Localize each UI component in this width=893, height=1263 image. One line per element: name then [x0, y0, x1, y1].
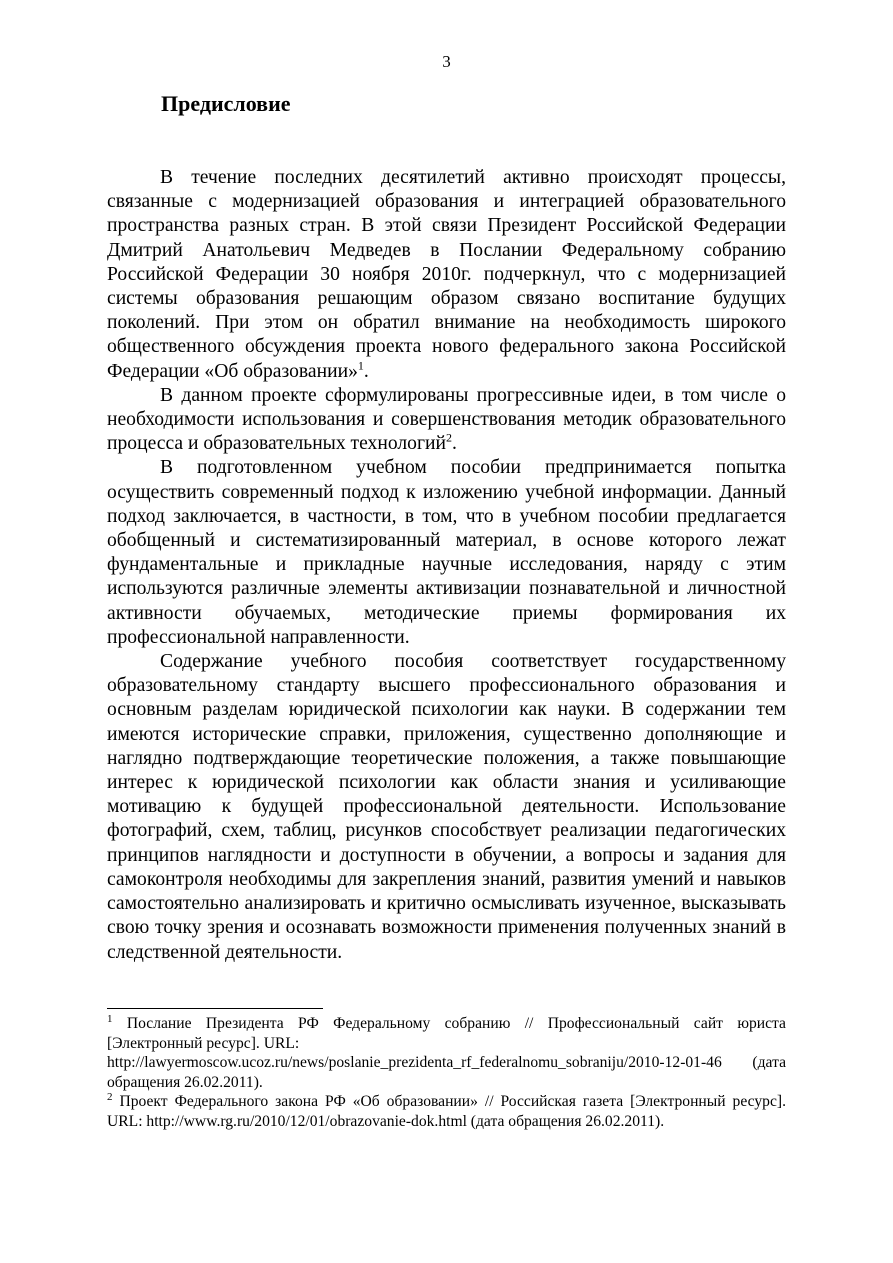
footnote-1 — [107, 1014, 786, 1092]
footnote-url: http://lawyermoscow.ucoz.ru/news/poslanie_prezidenta_rf_federalnomu_sobraniju/2010-12-01-46 (дата обращения 26.02.2011). — [107, 1054, 786, 1091]
footnote-mark: 1 — [107, 1012, 113, 1025]
section-heading: Предисловие — [161, 91, 291, 116]
paragraph — [107, 650, 786, 965]
paragraph-tail: . — [451, 433, 457, 455]
paragraph — [107, 456, 786, 650]
footnote-text: Проект Федерального закона РФ «Об образовании» // Российская газета [Электронный ресурс]. URL: http://www.rg.ru/2010/12/01/obrazovanie-dok.html (дата обращения 26.02.2011). — [107, 1093, 786, 1130]
footnote-divider — [107, 1008, 323, 1009]
body-text — [107, 166, 786, 965]
footnote-ref: 1 — [357, 358, 364, 373]
paragraph-text: В течение последних десятилетий активно происходят процессы, связанные с модернизацией образования и интеграцией образовательного пространства разных стран. В этой связи Президент Российской Федерации Дмитрий Анатольевич Медведев в Послании Федеральному собранию Российской Федерации 30 ноября 2010г. подчеркнул, что с модернизацией системы образования решающим образом связано воспитание будущих поколений. При этом он обратил внимание на необходимость широкого общественного обсуждения проекта нового федерального закона Российской Федерации «Об образовании» — [107, 167, 786, 382]
paragraph — [107, 166, 786, 384]
paragraph-tail: . — [363, 360, 369, 382]
paragraph — [107, 384, 786, 457]
paragraph-text: Содержание учебного пособия соответствует государственному образовательному стандарту высшего профессионального образования и основным разделам юридической психологии как науки. В содержании тем имеются исторические справки, приложения, существенно дополняющие и наглядно подтверждающие теоретические положения, а также повышающие интерес к юридической психологии как области знания и усиливающие мотивацию к будущей профессиональной деятельности. Использование фотографий, схем, таблиц, рисунков способствует реализации педагогических принципов наглядности и доступности в обучении, а вопросы и задания для самоконтроля необходимы для закрепления знаний, развития умений и навыков самостоятельно анализировать и критично осмысливать изученное, высказывать свою точку зрения и осознавать возможности применения полученных знаний в следственной деятельности. — [107, 651, 786, 963]
footnote-mark: 2 — [107, 1091, 113, 1104]
footnote-text: Послание Президента РФ Федеральному собранию // Профессиональный сайт юриста [Электронный ресурс]. URL: — [107, 1015, 786, 1052]
paragraph-text: В данном проекте сформулированы прогрессивные идеи, в том числе о необходимости использования и совершенствования методик образовательного процесса и образовательных технологий — [107, 384, 786, 455]
footnotes — [107, 1014, 786, 1132]
footnote-2 — [107, 1092, 786, 1131]
page-number: 3 — [442, 52, 451, 71]
paragraph-text: В подготовленном учебном пособии предпринимается попытка осуществить современный подход к изложению учебной информации. Данный подход заключается, в частности, в том, что в учебном пособии предлагается обобщенный и систематизированный материал, в основе которого лежат фундаментальные и прикладные научные исследования, наряду с этим используются различные элементы активизации познавательной и личностной активности обучаемых, методические приемы формирования их профессиональной направленности. — [107, 457, 786, 648]
footnote-ref: 2 — [445, 430, 452, 445]
